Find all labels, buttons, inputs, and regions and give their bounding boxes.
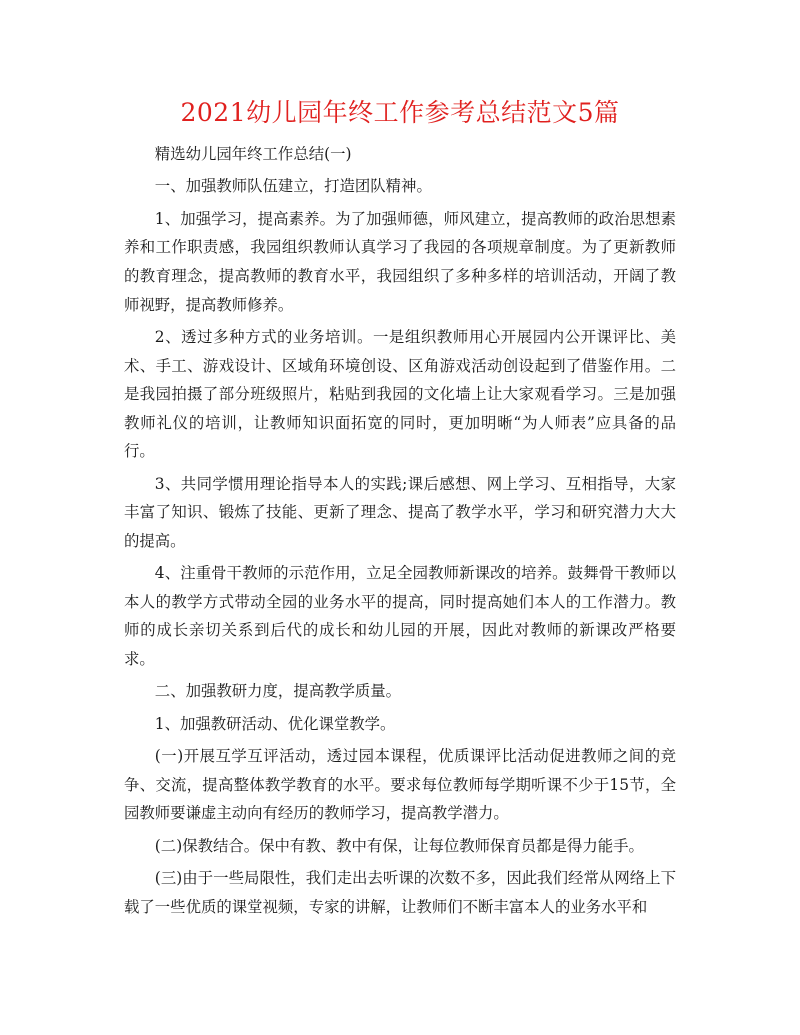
subheading-summary-one: 精选幼儿园年终工作总结(一) xyxy=(154,145,352,163)
paragraph: 1、加强教研活动、优化课堂教学。 xyxy=(154,714,396,733)
section-heading-two: 二、加强教研力度，提高教学质量。 xyxy=(154,682,402,701)
paragraph: (一)开展互学互评活动，透过园本课程，优质课评比活动促进教师之间的竞争、交流，提高整体教学教育的水平。要求每位教师每学期听课不少于15节，全园教师要谦虚主动向有经历的教师学习，提高教学潜力。 xyxy=(124,747,676,823)
document-title: 2021幼儿园年终工作参考总结范文5篇 xyxy=(180,98,620,127)
paragraph: 1、加强学习，提高素养。为了加强师德，师风建立，提高教师的政治思想素养和工作职责感，我园组织教师认真学习了我园的各项规章制度。为了更新教师的教育理念，提高教师的教育水平，我园组织了多种多样的培训活动，开阔了教师视野，提高教师修养。 xyxy=(124,209,676,314)
paragraph: (二)保教结合。保中有教、教中有保，让每位教师保育员都是得力能手。 xyxy=(154,836,644,855)
section-heading-one: 一、加强教师队伍建立，打造团队精神。 xyxy=(154,177,432,196)
paragraph: (三)由于一些局限性，我们走出去听课的次数不多，因此我们经常从网络上下载了一些优质的课堂视频，专家的讲解，让教师们不断丰富本人的业务水平和 xyxy=(124,869,676,916)
paragraph: 3、共同学惯用理论指导本人的实践;课后感想、网上学习、互相指导，大家丰富了知识、锻炼了技能、更新了理念、提高了教学水平，学习和研究潜力大大的提高。 xyxy=(124,474,676,550)
paragraph: 2、透过多种方式的业务培训。一是组织教师用心开展园内公开课评比、美术、手工、游戏设计、区域角环境创设、区角游戏活动创设起到了借鉴作用。二是我园拍摄了部分班级照片，粘贴到我园的文化墙上让大家观看学习。三是加强教师礼仪的培训，让教师知识面拓宽的同时，更加明晰“为人师表”应具备的品行。 xyxy=(124,327,676,461)
paragraph: 4、注重骨干教师的示范作用，立足全园教师新课改的培养。鼓舞骨干教师以本人的教学方式带动全园的业务水平的提高，同时提高她们本人的工作潜力。教师的成长亲切关系到后代的成长和幼儿园的开展，因此对教师的新课改严格要求。 xyxy=(124,564,676,669)
document-page xyxy=(124,96,676,925)
